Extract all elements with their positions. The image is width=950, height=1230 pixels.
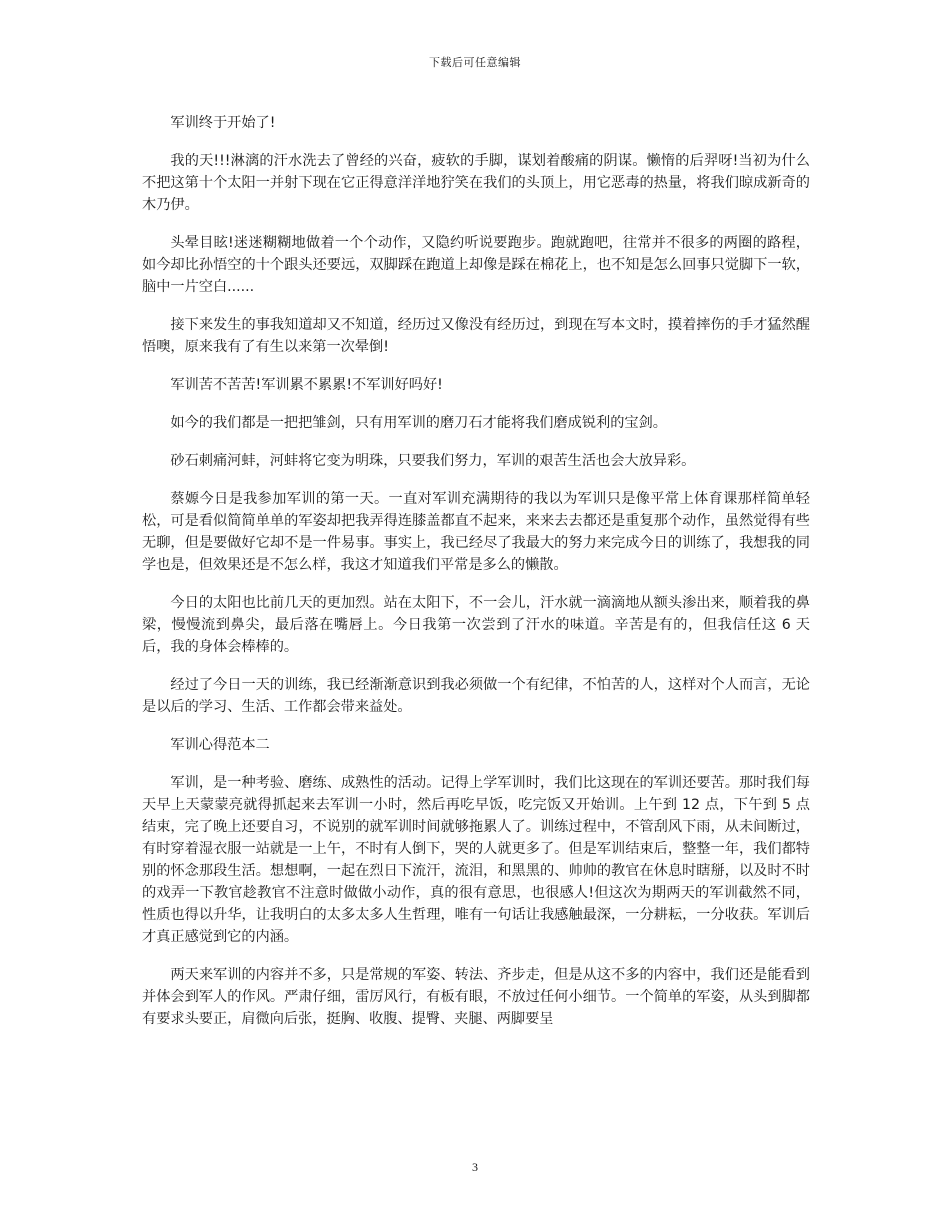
paragraph-1: 军训终于开始了! bbox=[170, 115, 276, 131]
paragraph-3: 头晕目眩!迷迷糊糊地做着一个个动作，又隐约听说要跑步。跑就跑吧，往常并不很多的两圈的路程，如今却比孙悟空的十个跟头还要远，双脚踩在跑道上却像是踩在棉花上，也不知是怎么回事只觉脚下一软，脑中一片空白...... bbox=[142, 235, 810, 295]
paragraph-12: 军训，是一种考验、磨练、成熟性的活动。记得上学军训时，我们比这现在的军训还要苦。那时我们每天早上天蒙蒙亮就得抓起来去军训一小时，然后再吃早饭，吃完饭又开始训。上午到 12 点，下午到 5 点结束，完了晚上还要自习，不说别的就军训时间就够拖累人了。训练过程中，不管刮风下雨，从未间断过，有时穿着湿衣服一站就是一上午，不时有人倒下，哭的人就更多了。但是军训结束后，整整一年，我们都特别的怀念那段生活。想想啊，一起在烈日下流汗，流泪，和黑黑的、帅帅的教官在休息时瞎掰，以及时不时的戏弄一下教官趁教官不注意时做做小动作，真的很有意思，也很感人!但这次为期两天的军训截然不同，性质也得以升华，让我明白的太多太多人生哲理，唯有一句话让我感触最深，一分耕耘，一分收获。军训后才真正感觉到它的内涵。 bbox=[142, 775, 810, 945]
paragraph-2: 我的天!!!淋漓的汗水洗去了曾经的兴奋，疲软的手脚，谋划着酸痛的阴谋。懒惰的后羿呀!当初为什么不把这第十个太阳一并射下现在它正得意洋洋地狞笑在我们的头顶上，用它恶毒的热量，将我们晾成新奇的木乃伊。 bbox=[142, 153, 810, 213]
paragraph-9: 今日的太阳也比前几天的更加烈。站在太阳下，不一会儿，汗水就一滴滴地从额头渗出来，顺着我的鼻梁，慢慢流到鼻尖，最后落在嘴唇上。今日我第一次尝到了汗水的味道。辛苦是有的，但我信任这 6 天后，我的身体会棒棒的。 bbox=[142, 595, 810, 655]
paragraph-10: 经过了今日一天的训练，我已经渐渐意识到我必须做一个有纪律，不怕苦的人，这样对个人而言，无论是以后的学习、生活、工作都会带来益处。 bbox=[142, 677, 810, 715]
page-header: 下载后可任意编辑 bbox=[429, 56, 521, 69]
paragraph-4: 接下来发生的事我知道却又不知道，经历过又像没有经历过，到现在写本文时，摸着摔伤的手才猛然醒悟噢，原来我有了有生以来第一次晕倒! bbox=[142, 317, 810, 355]
document-body bbox=[142, 112, 810, 1046]
paragraph-5: 军训苦不苦苦!军训累不累累!不军训好吗好! bbox=[170, 377, 443, 393]
paragraph-13: 两天来军训的内容并不多，只是常规的军姿、转法、齐步走，但是从这不多的内容中，我们还是能看到并体会到军人的作风。严肃仔细，雷厉风行，有板有眼，不放过任何小细节。一个简单的军姿，从头到脚都有要求头要正，肩微向后张，挺胸、收腹、提臀、夹腿、两脚要呈 bbox=[142, 967, 810, 1027]
paragraph-6: 如今的我们都是一把把雏剑，只有用军训的磨刀石才能将我们磨成锐利的宝剑。 bbox=[170, 415, 667, 431]
paragraph-7: 砂石刺痛河蚌，河蚌将它变为明珠，只要我们努力，军训的艰苦生活也会大放异彩。 bbox=[170, 453, 696, 469]
paragraph-8: 蔡嫄今日是我参加军训的第一天。一直对军训充满期待的我以为军训只是像平常上体育课那样简单轻松，可是看似简简单单的军姿却把我弄得连膝盖都直不起来，来来去去都还是重复那个动作，虽然觉得有些无聊，但是要做好它却不是一件易事。事实上，我已经尽了我最大的努力来完成今日的训练了，我想我的同学也是，但效果还是不怎么样，我这才知道我们平常是多么的懒散。 bbox=[142, 491, 810, 573]
section-heading: 军训心得范本二 bbox=[170, 737, 270, 753]
page-number: 3 bbox=[472, 1160, 478, 1174]
